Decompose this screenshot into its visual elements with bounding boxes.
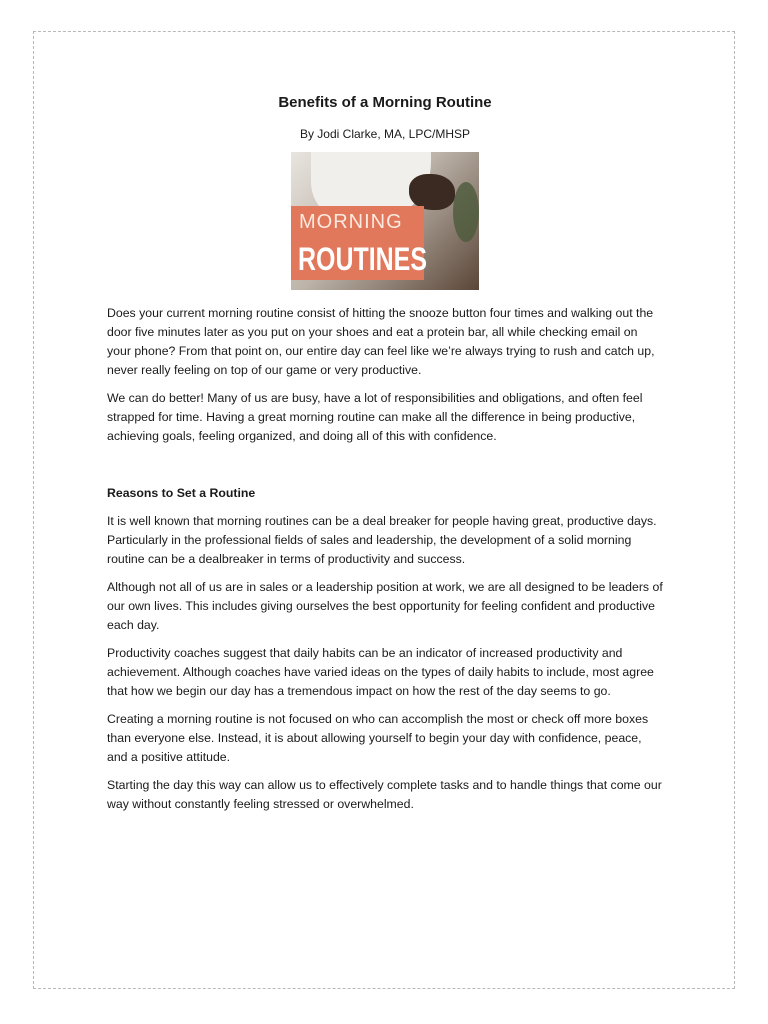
section-heading: Reasons to Set a Routine: [107, 486, 256, 500]
image-plant: [453, 182, 479, 242]
image-text-routines: ROUTINES: [298, 241, 427, 277]
section-paragraph-2: Although not all of us are in sales or a leadership position at work, we are all designed to be leaders of our own lives. This includes giving ourselves the best opportunity for feeling confident and productive each day.: [107, 580, 663, 632]
image-hands-cup: [409, 174, 455, 210]
intro-paragraph-2: We can do better! Many of us are busy, have a lot of responsibilities and obligations, and often feel strapped for time. Having a great morning routine can make all the difference in being productive, achieving goals, feeling organized, and doing all of this with confidence.: [107, 391, 643, 443]
document-title: Benefits of a Morning Routine: [278, 94, 492, 111]
image-text-morning: MORNING: [299, 211, 403, 233]
morning-routines-image: [291, 152, 479, 290]
section-paragraph-1: It is well known that morning routines can be a deal breaker for people having great, productive days. Particularly in the professional fields of sales and leadership, the development of a solid morning routine can be a dealbreaker in terms of productivity and success.: [107, 514, 657, 566]
author-byline: By Jodi Clarke, MA, LPC/MHSP: [299, 127, 471, 141]
section-paragraph-4: Creating a morning routine is not focused on who can accomplish the most or check off more boxes than everyone else. Instead, it is about allowing yourself to begin your day with confidence, peace, and a positive attitude.: [107, 712, 649, 764]
document-body: [107, 92, 663, 823]
section-paragraph-3: Productivity coaches suggest that daily habits can be an indicator of increased productivity and achievement. Although coaches have varied ideas on the types of daily habits to include, most agree that how we begin our day has a tremendous impact on how the rest of the day seems to go.: [107, 646, 654, 698]
section-paragraph-5: Starting the day this way can allow us to effectively complete tasks and to handle things that come our way without constantly feeling stressed or overwhelmed.: [107, 778, 662, 811]
intro-paragraph-1: Does your current morning routine consist of hitting the snooze button four times and walking out the door five minutes later as you put on your shoes and eat a protein bar, all while checking email on your phone? From that point on, our entire day can feel like we’re always trying to rush and catch up, never really feeling on top of our game or very productive.: [107, 306, 655, 377]
